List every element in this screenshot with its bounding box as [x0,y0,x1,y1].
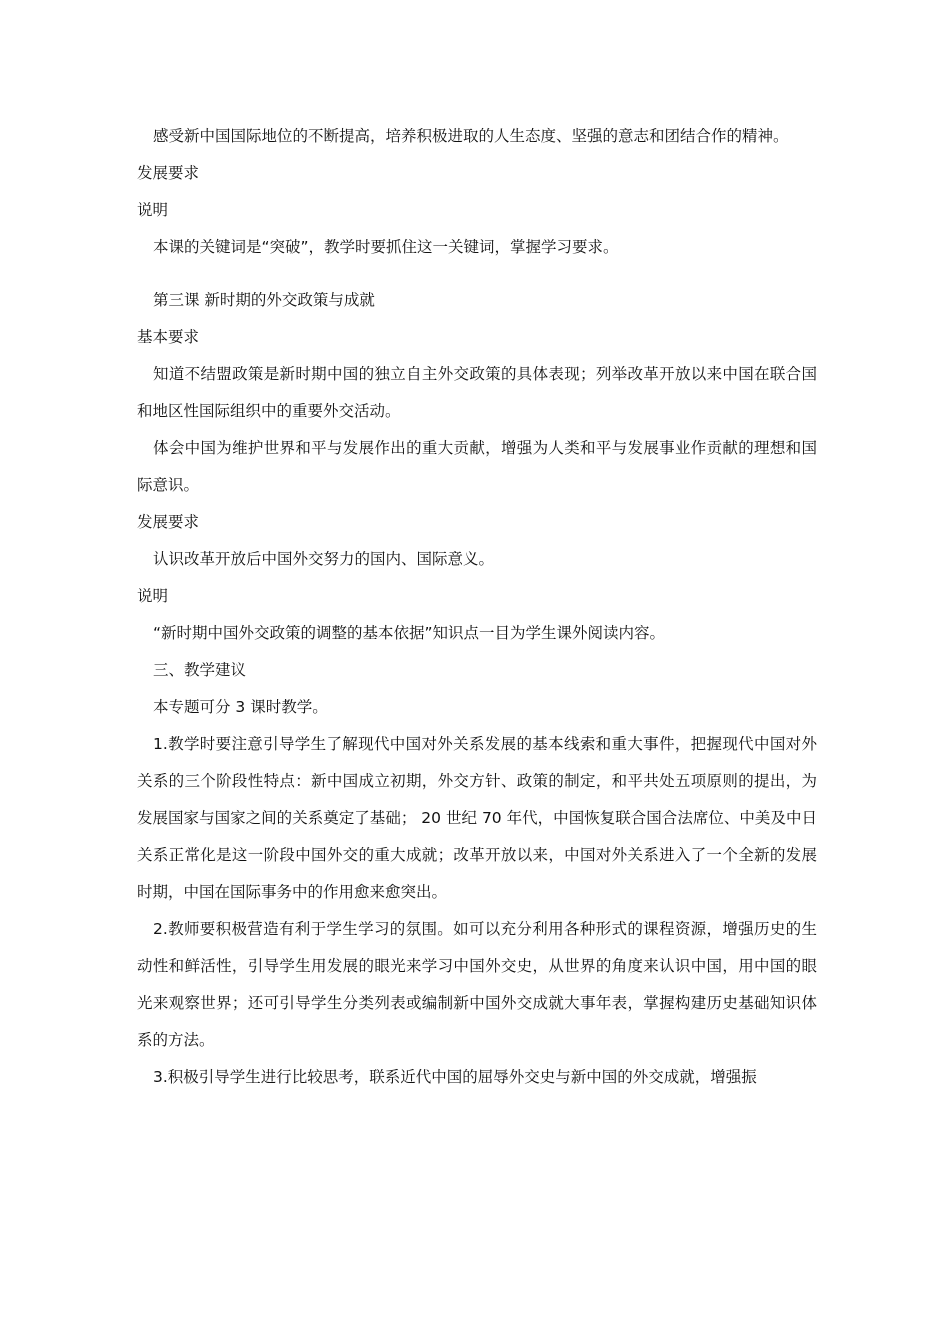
paragraph-reform-significance: 认识改革开放后中国外交努力的国内、国际意义。 [153,550,495,568]
heading-development-requirements: 发展要求 [137,164,200,182]
suggestion-item-2: 2.教师要积极营造有利于学生学习的氛围。如可以充分利用各种形式的课程资源，增强历史的生动性和鲜活性，引导学生用发展的眼光来学习中国外交史，从世界的角度来认识中国，用中国的眼光来观察世界；还可引导学生分类列表或编制新中国外交成就大事年表，掌握构建历史基础知识体系的方法。 [137,920,817,1049]
heading-development-requirements-2: 发展要求 [137,513,200,531]
suggestion-item-3: 3.积极引导学生进行比较思考，联系近代中国的屈辱外交史与新中国的外交成就，增强振 [153,1068,757,1086]
suggestion-item-1: 1.教学时要注意引导学生了解现代中国对外关系发展的基本线索和重大事件，把握现代中国对外关系的三个阶段性特点：新中国成立初期，外交方针、政策的制定，和平共处五项原则的提出，为发展国家与国家之间的关系奠定了基础； 20 世纪 70 年代，中国恢复联合国合法席位、中美及中日关系正常化是这一阶段中国外交的重大成就；改革开放以来，中国对外关系进入了一个全新的发展时期，中国在国际事务中的作用愈来愈突出。 [137,735,817,901]
paragraph-attitude-goal: 感受新中国国际地位的不断提高，培养积极进取的人生态度、坚强的意志和团结合作的精神。 [153,127,789,145]
paragraph-nonalignment: 知道不结盟政策是新时期中国的独立自主外交政策的具体表现；列举改革开放以来中国在联合国和地区性国际组织中的重要外交活动。 [137,365,817,420]
section-teaching-suggestions: 三、教学建议 [153,661,247,679]
heading-basic-requirements: 基本要求 [137,328,200,346]
heading-notes: 说明 [137,201,169,219]
document-body [137,118,817,1096]
heading-notes-2: 说明 [137,587,169,605]
paragraph-keyword-note: 本课的关键词是“突破”，教学时要抓住这一关键词，掌握学习要求。 [153,238,619,256]
paragraph-peace-contribution: 体会中国为维护世界和平与发展作出的重大贡献，增强为人类和平与发展事业作贡献的理想和国际意识。 [137,439,817,494]
paragraph-class-hours: 本专题可分 3 课时教学。 [153,698,328,716]
lesson-title: 第三课 新时期的外交政策与成就 [153,291,375,309]
paragraph-reading-note: “新时期中国外交政策的调整的基本依据”知识点一目为学生课外阅读内容。 [153,624,666,642]
